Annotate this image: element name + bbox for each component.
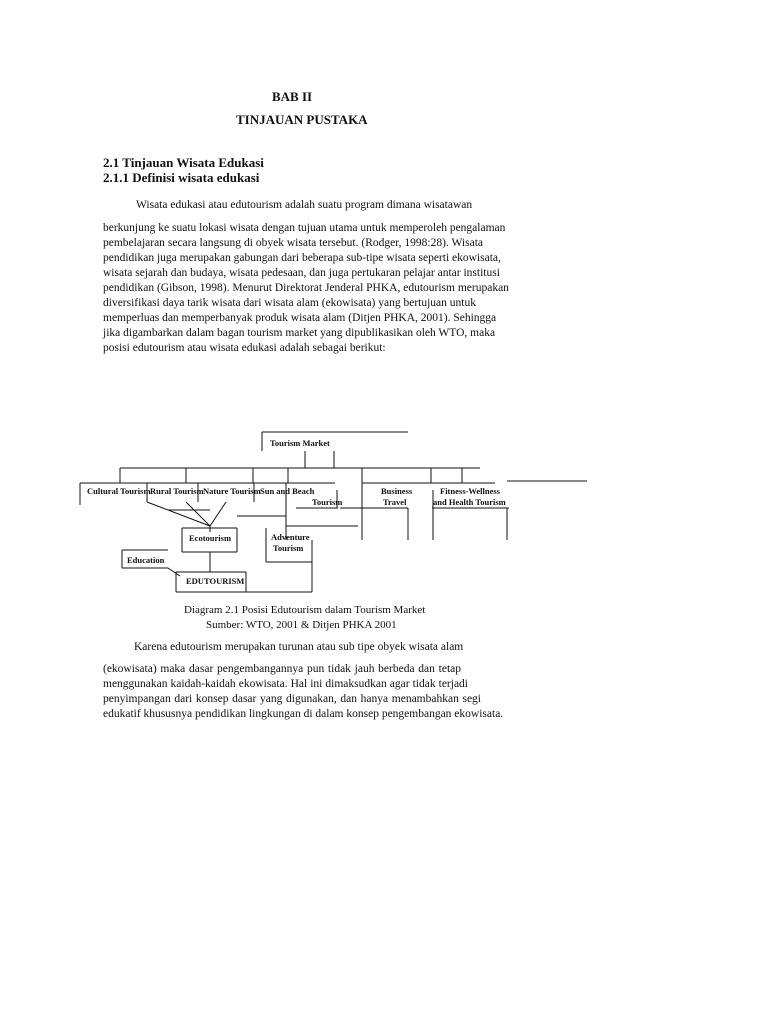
paragraph-1-line: pendidikan juga merupakan gabungan dari beberapa sub-tipe wisata seperti ekowisata, (103, 252, 501, 264)
paragraph-1-line: Wisata edukasi atau edutourism adalah suatu program dimana wisatawan (136, 199, 473, 211)
section-heading: 2.1 Tinjauan Wisata Edukasi (103, 155, 264, 170)
diagram-node-nature: Nature Tourism (203, 486, 261, 496)
chapter-heading: BAB II (272, 89, 313, 104)
paragraph-1-line: berkunjung ke suatu lokasi wisata dengan tujuan utama untuk memperoleh pengalaman (103, 222, 506, 234)
diagram-node-edutourism: EDUTOURISM (186, 576, 245, 586)
paragraph-1-line: wisata sejarah dan budaya, wisata pedesaan, dan juga pertukaran pelajar antar institusi (103, 267, 500, 279)
subsection-heading: 2.1.1 Definisi wisata edukasi (103, 170, 260, 185)
diagram-node-rural: Rural Tourism (150, 486, 204, 496)
paragraph-2-line: (ekowisata) maka dasar pengembangannya pun tidak jauh berbeda dan tetap (103, 663, 461, 675)
diagram-node-tourism-market: Tourism Market (270, 438, 330, 448)
diagram-node-ecotourism: Ecotourism (189, 533, 232, 543)
diagram-node-business: Business (381, 486, 413, 496)
diagram-source: Sumber: WTO, 2001 & Ditjen PHKA 2001 (206, 619, 397, 631)
paragraph-1-line: pembelajaran secara langsung di obyek wisata tersebut. (Rodger, 1998:28). Wisata (103, 237, 483, 249)
diagram-node-adventure: Adventure (271, 532, 310, 542)
paragraph-2-line: edukatif khususnya pendidikan lingkungan di dalam konsep pengembangan ekowisata. (103, 708, 504, 720)
diagram-node-cultural: Cultural Tourism (87, 486, 151, 496)
paragraph-1-line: jika digambarkan dalam bagan tourism market yang dipublikasikan oleh WTO, maka (103, 327, 496, 339)
diagram-node-fitness-2: and Health Tourism (433, 497, 506, 507)
chapter-title: TINJAUAN PUSTAKA (236, 112, 368, 127)
paragraph-2-line: menggunakan kaidah-kaidah ekowisata. Hal ini dimaksudkan agar tidak terjadi (103, 678, 468, 690)
paragraph-1-line: posisi edutourism atau wisata edukasi adalah sebagai berikut: (103, 342, 386, 354)
diagram-node-fitness: Fitness-Wellness (440, 486, 500, 496)
diagram-node-adventure-2: Tourism (273, 543, 304, 553)
diagram-node-sun-beach: Sun and Beach (260, 486, 315, 496)
paragraph-1-line: pendidikan (Gibson, 1998). Menurut Direktorat Jenderal PHKA, edutourism merupakan (103, 282, 509, 294)
paragraph-1-line: memperluas dan memperbanyak produk wisata alam (Ditjen PHKA, 2001). Sehingga (103, 312, 497, 324)
diagram-node-sun-beach-2: Tourism (312, 497, 343, 507)
diagram-node-education: Education (127, 555, 165, 565)
diagram-node-business-2: Travel (383, 497, 407, 507)
paragraph-2-line: Karena edutourism merupakan turunan atau sub tipe obyek wisata alam (134, 641, 464, 653)
paragraph-2-line: penyimpangan dari konsep dasar yang digunakan, dan hanya menambahkan segi (103, 693, 481, 705)
paragraph-1-line: diversifikasi daya tarik wisata dari wisata alam (ekowisata) yang bertujuan untuk (103, 297, 476, 309)
diagram-caption: Diagram 2.1 Posisi Edutourism dalam Tourism Market (184, 604, 426, 616)
